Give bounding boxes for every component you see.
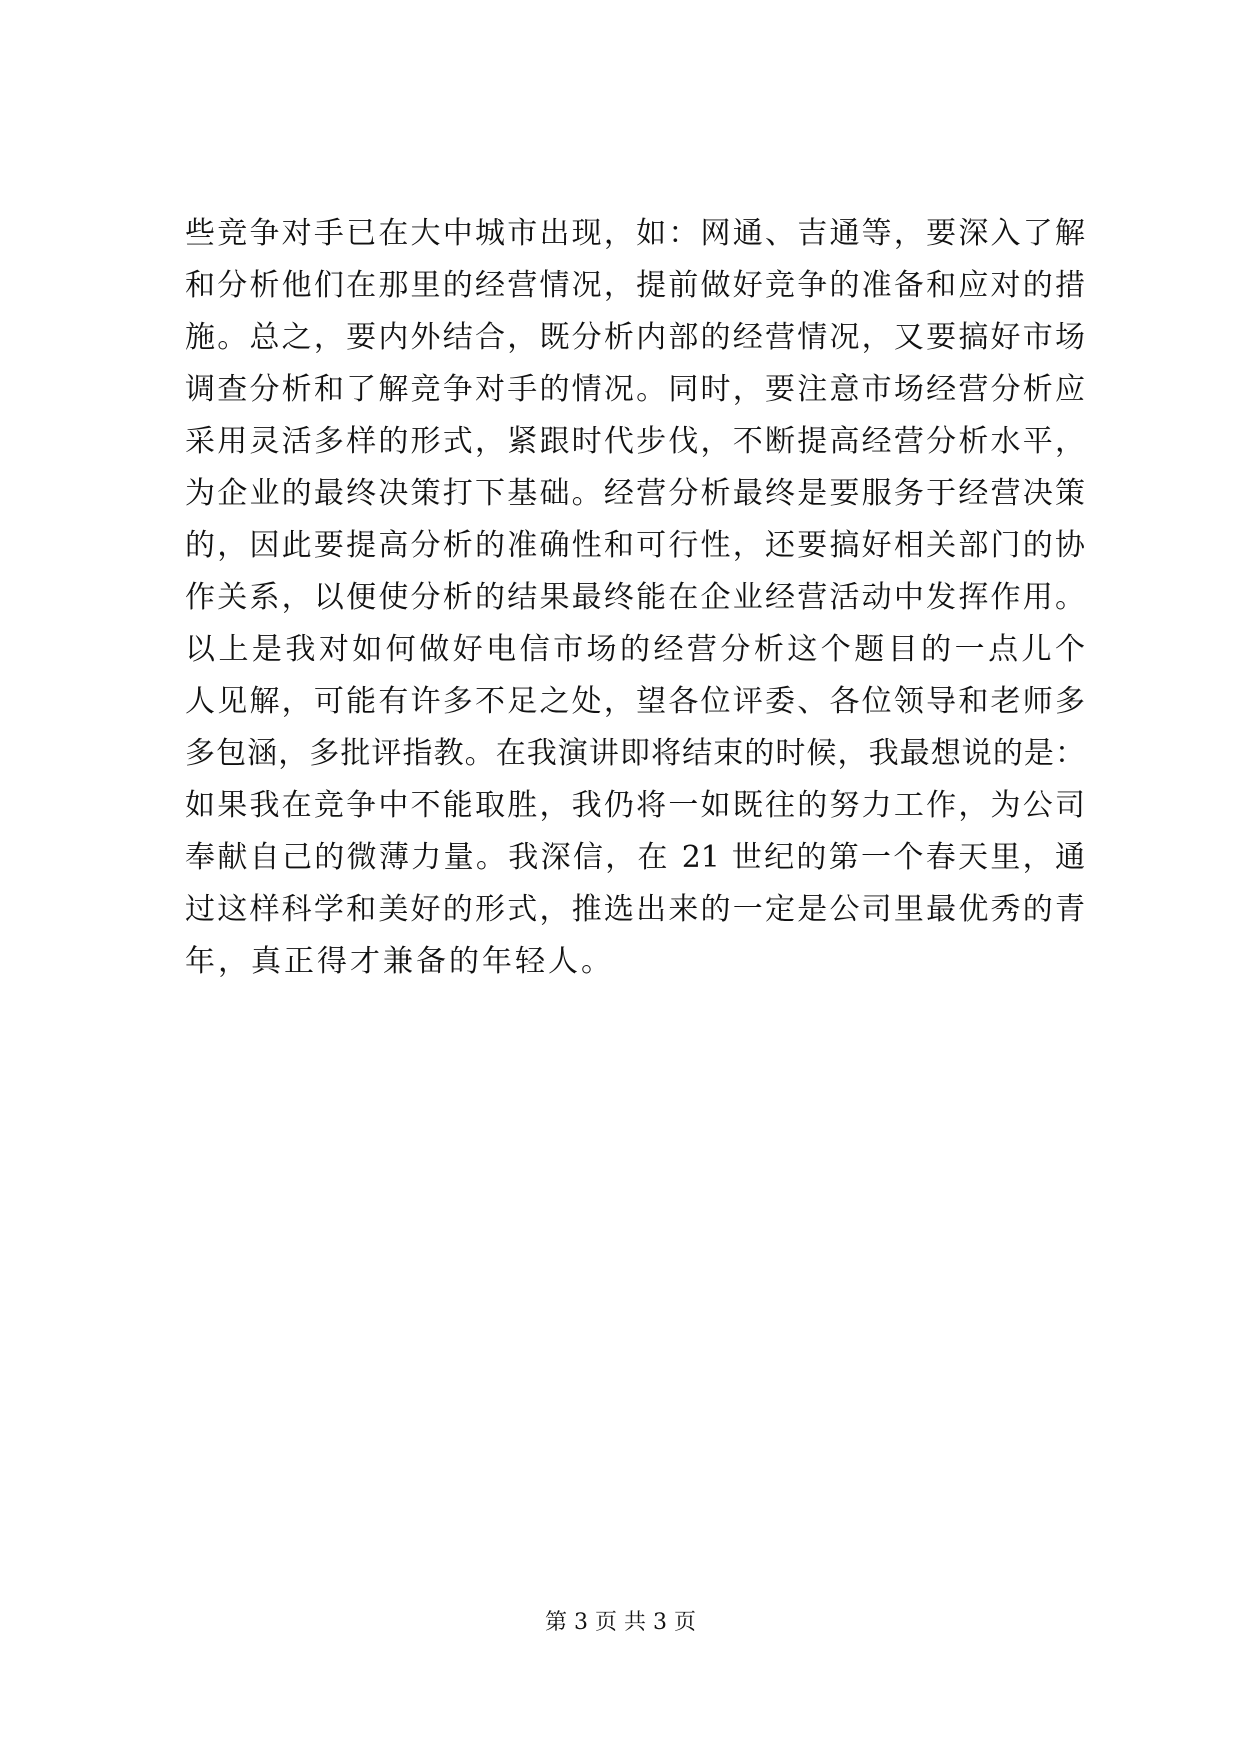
text-line-5: 采用灵活多样的形式，紧跟时代步伐，不断提高经营分析水平， xyxy=(185,424,1085,459)
text-line-15: 年，真正得才兼备的年轻人。 xyxy=(185,944,614,979)
text-line-6: 为企业的最终决策打下基础。经营分析最终是要服务于经营决策 xyxy=(185,476,1085,511)
text-line-2: 和分析他们在那里的经营情况，提前做好竞争的准备和应对的措 xyxy=(185,268,1085,303)
text-line-4: 调查分析和了解竞争对手的情况。同时，要注意市场经营分析应 xyxy=(185,372,1085,407)
text-line-3: 施。总之，要内外结合，既分析内部的经营情况，又要搞好市场 xyxy=(185,320,1085,355)
text-line-7: 的，因此要提高分析的准确性和可行性，还要搞好相关部门的协 xyxy=(185,528,1085,563)
text-line-12: 如果我在竞争中不能取胜，我仍将一如既往的努力工作，为公司 xyxy=(185,788,1085,823)
text-line-9: 以上是我对如何做好电信市场的经营分析这个题目的一点儿个 xyxy=(185,632,1085,667)
text-line-10: 人见解，可能有许多不足之处，望各位评委、各位领导和老师多 xyxy=(185,684,1085,719)
page-number-label: 第 3 页 共 3 页 xyxy=(545,1610,696,1635)
text-line-14: 过这样科学和美好的形式，推选出来的一定是公司里最优秀的青 xyxy=(185,892,1085,927)
body-text xyxy=(185,208,1085,988)
text-line-1: 些竞争对手已在大中城市出现，如：网通、吉通等，要深入了解 xyxy=(185,216,1085,251)
text-line-13: 奉献自己的微薄力量。我深信，在 21 世纪的第一个春天里，通 xyxy=(185,840,1085,875)
text-line-8: 作关系，以便使分析的结果最终能在企业经营活动中发挥作用。 xyxy=(185,580,1085,615)
page-footer xyxy=(0,1608,1241,1638)
text-line-11: 多包涵，多批评指教。在我演讲即将结束的时候，我最想说的是： xyxy=(185,736,1085,771)
